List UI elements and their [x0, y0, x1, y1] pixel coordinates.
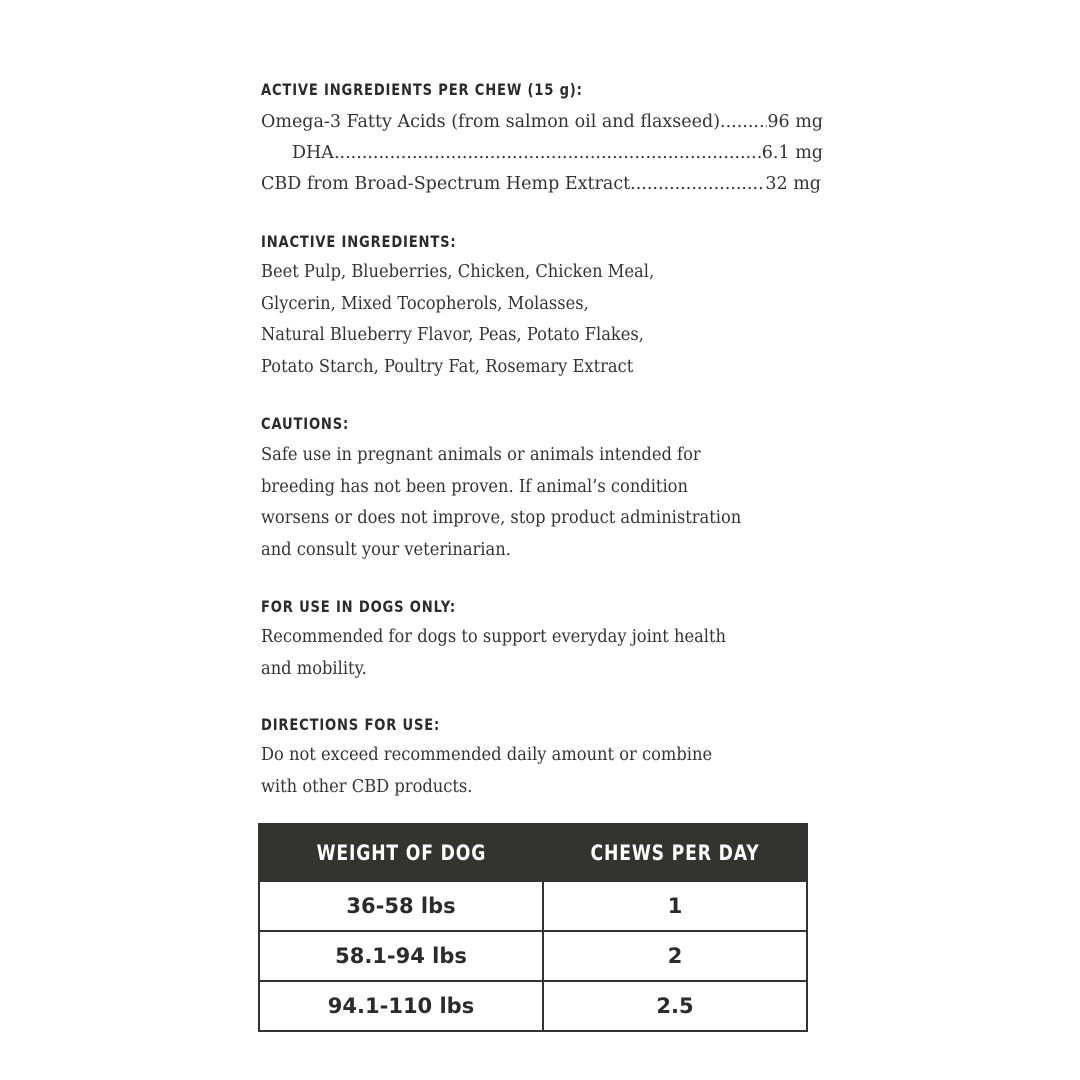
- ingredient-row-dha: [292, 143, 823, 167]
- leader-dots: [720, 112, 767, 132]
- column-header-chews: CHEWS PER DAY: [543, 824, 807, 881]
- ingredient-name: DHA: [292, 143, 334, 163]
- text-line: Safe use in pregnant animals or animals intended for: [261, 445, 701, 465]
- text-line: breeding has not been proven. If animal’s condition: [261, 476, 688, 497]
- chews-cell: 2: [543, 931, 807, 981]
- text-line: Natural Blueberry Flavor, Peas, Potato Flakes,: [261, 325, 644, 346]
- ingredient-name: Omega-3 Fatty Acids (from salmon oil and flaxseed): [261, 112, 721, 132]
- ingredient-row-cbd: [261, 174, 821, 198]
- text-line: Beet Pulp, Blueberries, Chicken, Chicken Meal,: [261, 262, 655, 282]
- weight-cell: 94.1-110 lbs: [259, 981, 543, 1031]
- text-line: Recommended for dogs to support everyday joint health: [261, 627, 727, 647]
- leader-dots: [630, 174, 765, 194]
- chews-cell: 1: [543, 881, 807, 931]
- inactive-ingredients-heading: INACTIVE INGREDIENTS:: [261, 232, 457, 251]
- dogs-only-text: [261, 622, 726, 685]
- dogs-only-heading: FOR USE IN DOGS ONLY:: [261, 597, 456, 616]
- ingredient-amount: 96 mg: [767, 112, 823, 132]
- directions-heading: DIRECTIONS FOR USE:: [261, 715, 441, 734]
- text-line: worsens or does not improve, stop product administration: [261, 508, 742, 529]
- chews-cell: 2.5: [543, 981, 807, 1031]
- table-row: [259, 931, 807, 981]
- cautions-heading: CAUTIONS:: [261, 414, 350, 433]
- text-line: and consult your veterinarian.: [261, 539, 511, 560]
- table-header-row: [259, 824, 807, 881]
- table-row: [259, 881, 807, 931]
- text-line: with other CBD products.: [261, 776, 473, 797]
- text-line: Do not exceed recommended daily amount or combine: [261, 745, 713, 765]
- weight-cell: 58.1-94 lbs: [259, 931, 543, 981]
- ingredient-amount: 6.1 mg: [761, 143, 823, 163]
- dosage-table: [258, 823, 808, 1032]
- cautions-text: [261, 440, 741, 566]
- ingredient-row-omega3: [261, 112, 823, 136]
- text-line: Potato Starch, Poultry Fat, Rosemary Extract: [261, 356, 634, 377]
- ingredient-name: CBD from Broad-Spectrum Hemp Extract: [261, 174, 631, 194]
- column-header-weight: WEIGHT OF DOG: [259, 824, 543, 881]
- active-ingredients-heading: ACTIVE INGREDIENTS PER CHEW (15 g):: [261, 80, 583, 99]
- directions-text: [261, 740, 712, 803]
- text-line: and mobility.: [261, 658, 367, 679]
- weight-cell: 36-58 lbs: [259, 881, 543, 931]
- text-line: Glycerin, Mixed Tocopherols, Molasses,: [261, 293, 589, 314]
- leader-dots: [334, 143, 762, 163]
- table-row: [259, 981, 807, 1031]
- inactive-ingredients-text: [261, 257, 654, 383]
- ingredient-amount: 32 mg: [765, 174, 821, 194]
